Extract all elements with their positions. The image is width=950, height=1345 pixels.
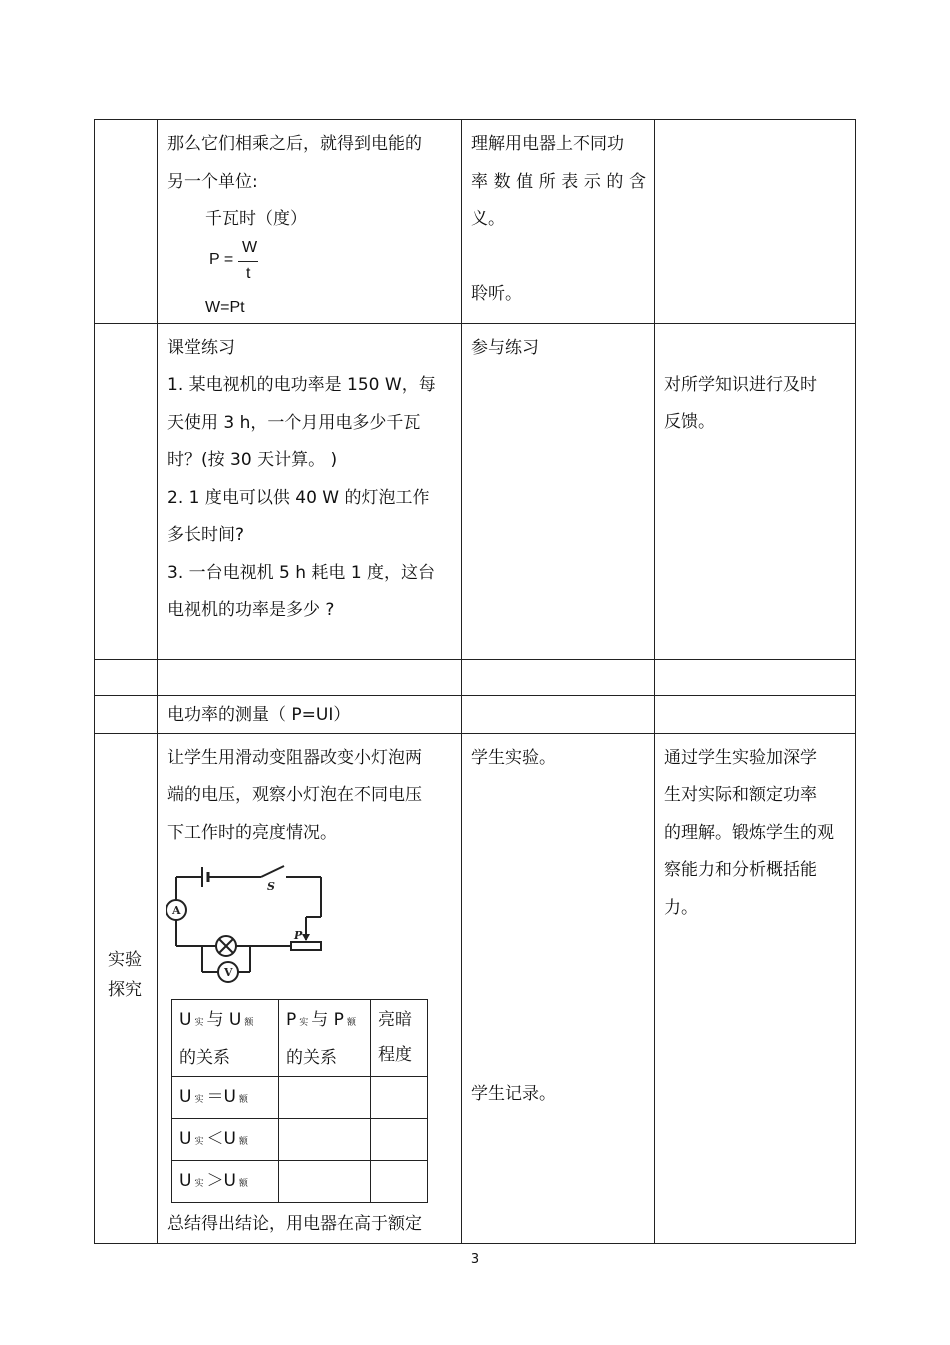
text-line: 天使用 3 h，一个月用电多少千瓦 (167, 412, 421, 433)
empty-cell (279, 1119, 371, 1161)
text-line: 聆听。 (471, 283, 522, 304)
student-activity-cell (462, 733, 655, 1244)
text-line: 电视机的功率是多少 ? (167, 600, 335, 620)
text-line: 理解用电器上不同功 (471, 134, 624, 154)
design-intent-cell (655, 120, 856, 324)
header-cell: U 实 与 U 额 的关系 (172, 1000, 279, 1077)
empty-cell (462, 659, 655, 695)
empty-cell (655, 695, 856, 733)
text-line: 探究 (108, 979, 142, 1000)
text-line: 千瓦时（度） (205, 209, 307, 229)
stage-cell (95, 659, 158, 695)
stage-cell (95, 695, 158, 733)
text-line: 下工作时的亮度情况。 (167, 822, 337, 843)
text-line: 端的电压，观察小灯泡在不同电压 (167, 785, 422, 805)
table-row (95, 733, 856, 1244)
text-line: 时？(按 30 天计算。 ) (167, 450, 338, 470)
table-row (172, 1161, 428, 1203)
slider-label: P (294, 929, 303, 942)
text-line: 学生记录。 (471, 1084, 556, 1104)
empty-cell (279, 1161, 371, 1203)
stage-cell (95, 323, 158, 659)
text-line: 1. 某电视机的电功率是 150 W，每 (167, 375, 436, 395)
student-activity-cell (462, 323, 655, 659)
teacher-activity-cell (158, 120, 462, 324)
text-line: 的理解。锻炼学生的观 (664, 822, 834, 843)
condition-cell: U 实 ＞U 额 (172, 1161, 279, 1203)
circuit-diagram (166, 862, 331, 987)
lesson-plan-table (94, 119, 856, 1244)
condition-cell: U 实 ＜U 额 (172, 1119, 279, 1161)
observation-table (171, 999, 428, 1203)
text-line: 多长时间? (167, 525, 245, 545)
table-row (172, 1077, 428, 1119)
teacher-activity-cell (158, 323, 462, 659)
text-line: 对所学知识进行及时 (664, 374, 817, 395)
empty-cell (371, 1119, 428, 1161)
teacher-activity-cell (158, 733, 462, 1244)
power-formula (167, 239, 453, 293)
empty-cell (371, 1161, 428, 1203)
empty-cell (462, 695, 655, 733)
formula-denominator: t (246, 264, 251, 282)
text-line: 察能力和分析概括能 (664, 860, 817, 880)
table-row (95, 659, 856, 695)
text-line: 2. 1 度电可以供 40 W 的灯泡工作 (167, 487, 430, 508)
ammeter-label: A (172, 904, 181, 917)
text-line: 力。 (664, 897, 698, 918)
design-intent-cell (655, 733, 856, 1244)
student-activity-cell (462, 120, 655, 324)
table-row (95, 323, 856, 659)
text-line: 那么它们相乘之后，就得到电能的 (167, 134, 422, 154)
voltmeter-label: V (224, 966, 233, 979)
page-number: 3 (470, 1252, 480, 1267)
text-line: 生对实际和额定功率 (664, 785, 817, 805)
stage-cell (95, 120, 158, 324)
text-line: 通过学生实验加深学 (664, 747, 817, 768)
text-line: 课堂练习 (167, 337, 235, 358)
text-line: 率 数 值 所 表 示 的 含 (471, 171, 646, 192)
text-line: 3. 一台电视机 5 h 耗电 1 度，这台 (167, 562, 436, 583)
text-line: 让学生用滑动变阻器改变小灯泡两 (167, 747, 422, 768)
condition-cell: U 实 ＝U 额 (172, 1077, 279, 1119)
text-line: 义。 (471, 209, 505, 229)
empty-cell (371, 1077, 428, 1119)
conclusion-text: 总结得出结论，用电器在高于额定 (167, 1214, 422, 1234)
text-line: 学生实验。 (471, 747, 556, 768)
formula-numerator: W (242, 238, 258, 256)
formula-p: P = (209, 250, 234, 268)
energy-formula: W=Pt (205, 298, 245, 316)
table-row (172, 1000, 428, 1077)
fraction-bar (238, 261, 258, 262)
text-line: 另一个单位: (167, 171, 258, 192)
table-row (95, 695, 856, 733)
stage-cell (95, 733, 158, 1244)
table-row (172, 1119, 428, 1161)
header-cell: P 实 与 P 额 的关系 (279, 1000, 371, 1077)
text-line: 实验 (108, 949, 142, 970)
table-row (95, 120, 856, 324)
empty-cell (279, 1077, 371, 1119)
switch-label: S (267, 880, 275, 893)
section-title-cell (158, 695, 462, 733)
text-line: 反馈。 (664, 412, 715, 432)
section-title: 电功率的测量（ P=UI） (167, 704, 351, 725)
empty-cell (655, 659, 856, 695)
stage-label (95, 945, 155, 1005)
header-cell: 亮暗 程度 (371, 1000, 428, 1077)
text-line: 参与练习 (471, 337, 539, 358)
design-intent-cell (655, 323, 856, 659)
empty-cell (158, 659, 462, 695)
